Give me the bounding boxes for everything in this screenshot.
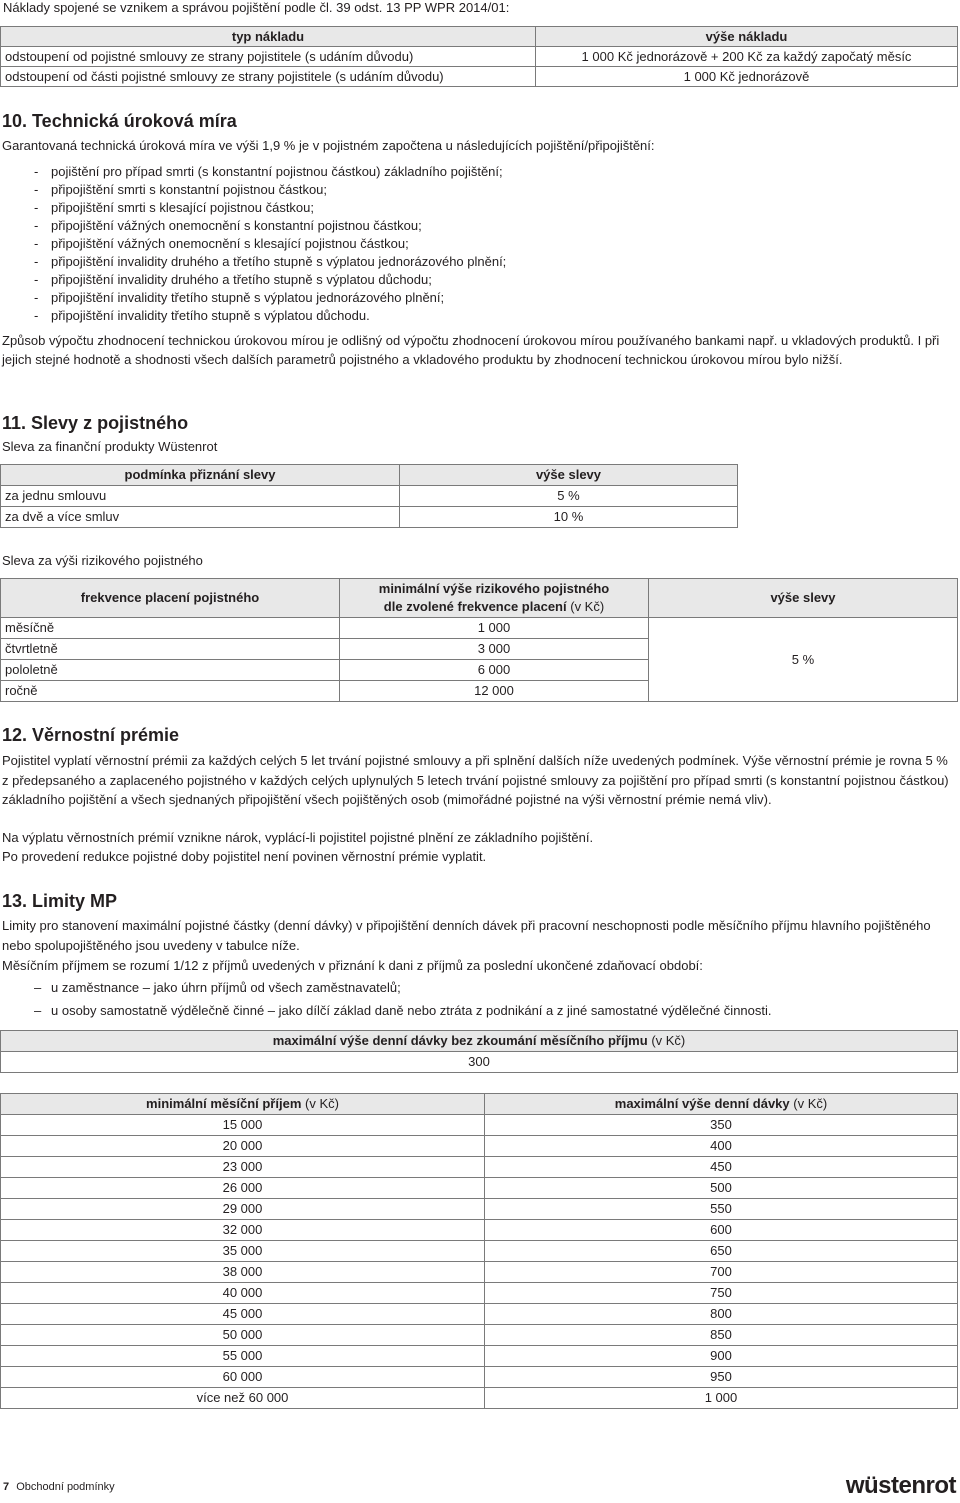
list-item: - připojištění invalidity druhého a třetího stupně s výplatou jednorázového plnění;: [34, 253, 506, 271]
table-row: [1, 618, 958, 639]
table-row: [1, 1157, 958, 1178]
cost-amount-cell: 1 000 Kč jednorázově + 200 Kč za každý započatý měsíc: [536, 47, 958, 67]
max-benefit-cell: 800: [485, 1304, 958, 1325]
product-discount-table: [0, 464, 738, 528]
list-item: - připojištění invalidity druhého a třetího stupně s výplatou důchodu;: [34, 271, 506, 289]
cost-type-cell: odstoupení od části pojistné smlouvy ze strany pojistitele (s udáním důvodu): [1, 67, 536, 87]
section-13-p1: Limity pro stanovení maximální pojistné částky (denní dávky) v připojištění denních dávek při pracovní neschopnosti podle měsíčního příjmu hlavního pojištěného nebo spolupojištěného jsou uvedeny v tabulce níže.: [2, 918, 931, 953]
min-income-cell: 26 000: [1, 1178, 485, 1199]
min-income-header: [1, 1094, 485, 1115]
page-footer: [3, 1480, 115, 1495]
min-income-cell: 20 000: [1, 1136, 485, 1157]
section-12-p3: Po provedení redukce pojistné doby pojistitel není povinen věrnostní prémie vyplatit.: [2, 849, 487, 864]
table-row: [1, 1283, 958, 1304]
frequency-cell: měsíčně: [1, 618, 340, 639]
max-daily-benefit-value: 300: [1, 1052, 958, 1073]
table-row: [1, 1262, 958, 1283]
section-13-p2: Měsíčním příjmem se rozumí 1/12 z příjmů uvedených v přiznání k dani z příjmů za poslední ukončené zdaňovací období:: [2, 958, 703, 973]
table-row: [1, 1367, 958, 1388]
max-benefit-cell: 700: [485, 1262, 958, 1283]
wustenrot-logo: wüstenrot: [845, 1472, 956, 1499]
list-item: - připojištění smrti s konstantní pojistnou částkou;: [34, 181, 506, 199]
intro-text: Náklady spojené se vznikem a správou pojištění podle čl. 39 odst. 13 PP WPR 2014/01:: [3, 0, 510, 15]
min-income-cell: 40 000: [1, 1283, 485, 1304]
min-income-cell: více než 60 000: [1, 1388, 485, 1409]
table-row: [1, 1346, 958, 1367]
min-income-cell: 29 000: [1, 1199, 485, 1220]
min-income-cell: 15 000: [1, 1115, 485, 1136]
list-item: - připojištění vážných onemocnění s klesající pojistnou částkou;: [34, 235, 506, 253]
table-row: [1, 1115, 958, 1136]
max-benefit-cell: 500: [485, 1178, 958, 1199]
section-12-p2: Na výplatu věrnostních prémií vznikne nárok, vyplácí-li pojistitel pojistné plnění ze základního pojištění.: [2, 830, 594, 845]
section-11-title: 11. Slevy z pojistného: [2, 413, 189, 433]
list-item: - připojištění vážných onemocnění s konstantní pojistnou částkou;: [34, 217, 506, 235]
section-12-p1: Pojistitel vyplatí věrnostní prémii za každých celých 5 let trvání pojistné smlouvy a při splnění dalších níže uvedených podmínek. Výše věrnostní prémie je rovna 5 % z předepsaného a zaplaceného pojistného v každých celých uplynulých 5 letech trvání pojistné smlouvy za pojištění pro případ smrti (s konstantní pojistnou částkou) základního pojištění a všech sjednaných připojištění všech pojištěných osob (mimořádné pojistné na výši věrnostní prémie nemá vliv).: [2, 753, 949, 807]
max-benefit-cell: 750: [485, 1283, 958, 1304]
max-daily-benefit-header-text: maximální výše denní dávky bez zkoumání měsíčního příjmu: [272, 1033, 648, 1048]
table-row: [1, 47, 958, 67]
min-premium-cell: 3 000: [340, 639, 649, 660]
discount-cell: 5 %: [400, 486, 738, 507]
cost-header-amount: výše nákladu: [536, 27, 958, 47]
section-11-sub1: Sleva za finanční produkty Wüstenrot: [2, 439, 218, 454]
list-item: - připojištění invalidity třetího stupně s výplatou důchodu.: [34, 307, 506, 325]
risk-discount-cell: 5 %: [649, 618, 958, 702]
cost-table: [0, 26, 958, 87]
min-premium-header-line1: minimální výše rizikového pojistného: [378, 581, 610, 596]
max-daily-benefit-table: [0, 1030, 958, 1073]
table-row: [1, 1388, 958, 1409]
min-income-header-text: minimální měsíční příjem: [146, 1096, 302, 1111]
section-10-title: 10. Technická úroková míra: [2, 111, 237, 131]
list-item: – u zaměstnance – jako úhrn příjmů od všech zaměstnavatelů;: [34, 976, 772, 999]
frequency-cell: pololetně: [1, 660, 340, 681]
frequency-header: frekvence placení pojistného: [1, 579, 340, 618]
table-row: [1, 486, 738, 507]
table-row: [1, 507, 738, 528]
max-benefit-cell: 950: [485, 1367, 958, 1388]
min-income-cell: 32 000: [1, 1220, 485, 1241]
table-row: [1, 1052, 958, 1073]
cost-type-cell: odstoupení od pojistné smlouvy ze strany pojistitele (s udáním důvodu): [1, 47, 536, 67]
list-item: – u osoby samostatně výdělečně činné – jako dílčí základ daně nebo ztráta z podnikání a z jiné samostatné výdělečné činnosti.: [34, 999, 772, 1022]
cost-amount-cell: 1 000 Kč jednorázově: [536, 67, 958, 87]
max-benefit-header: [485, 1094, 958, 1115]
table-row: [1, 1136, 958, 1157]
section-10-outro: Způsob výpočtu zhodnocení technickou úrokovou mírou je odlišný od výpočtu zhodnocení úrokovou mírou používaného bankami např. u vkladových produktů. I při jejich stejné hodnotě a shodnosti všech dalších parametrů pojistného a vkladového produktu by zhodnocení technickou úrokovou mírou bylo nižší.: [2, 333, 940, 367]
max-benefit-header-text: maximální výše denní dávky: [614, 1096, 790, 1111]
max-benefit-cell: 400: [485, 1136, 958, 1157]
min-income-cell: 23 000: [1, 1157, 485, 1178]
income-limits-table: [0, 1093, 958, 1409]
section-13-list: [34, 976, 772, 1022]
min-income-cell: 50 000: [1, 1325, 485, 1346]
max-benefit-cell: 450: [485, 1157, 958, 1178]
income-limits-body: [1, 1115, 958, 1409]
max-benefit-cell: 900: [485, 1346, 958, 1367]
max-benefit-cell: 600: [485, 1220, 958, 1241]
min-income-cell: 55 000: [1, 1346, 485, 1367]
table-row: [1, 67, 958, 87]
max-benefit-cell: 1 000: [485, 1388, 958, 1409]
max-benefit-cell: 550: [485, 1199, 958, 1220]
min-premium-cell: 6 000: [340, 660, 649, 681]
section-10-intro: Garantovaná technická úroková míra ve výši 1,9 % je v pojistném započtena u následujících pojištění/připojištění:: [2, 138, 655, 153]
discount-header: výše slevy: [400, 465, 738, 486]
min-premium-cell: 1 000: [340, 618, 649, 639]
risk-discount-header: výše slevy: [649, 579, 958, 618]
section-13-title: 13. Limity MP: [2, 891, 118, 911]
table-row: [1, 1325, 958, 1346]
section-10-list: [34, 163, 506, 325]
table-row: [1, 1178, 958, 1199]
discount-cell: 10 %: [400, 507, 738, 528]
min-premium-cell: 12 000: [340, 681, 649, 702]
condition-header: podmínka přiznání slevy: [1, 465, 400, 486]
max-benefit-cell: 650: [485, 1241, 958, 1262]
max-benefit-cell: 350: [485, 1115, 958, 1136]
frequency-cell: čtvrtletně: [1, 639, 340, 660]
min-premium-header-line2: dle zvolené frekvence placení: [383, 599, 567, 614]
section-11-sub2: Sleva za výši rizikového pojistného: [2, 553, 203, 568]
page-number: 7: [3, 1481, 10, 1493]
min-income-header-unit: (v Kč): [305, 1096, 339, 1111]
min-premium-header-unit: (v Kč): [570, 599, 605, 614]
condition-cell: za dvě a více smluv: [1, 507, 400, 528]
section-12-title: 12. Věrnostní prémie: [2, 725, 180, 745]
list-item: - připojištění smrti s klesající pojistnou částkou;: [34, 199, 506, 217]
cost-header-type: typ nákladu: [1, 27, 536, 47]
min-income-cell: 60 000: [1, 1367, 485, 1388]
risk-discount-table: [0, 578, 958, 702]
max-benefit-header-unit: (v Kč): [793, 1096, 828, 1111]
min-income-cell: 45 000: [1, 1304, 485, 1325]
condition-cell: za jednu smlouvu: [1, 486, 400, 507]
footer-label: Obchodní podmínky: [16, 1481, 115, 1493]
min-income-cell: 38 000: [1, 1262, 485, 1283]
table-row: [1, 1199, 958, 1220]
table-row: [1, 1220, 958, 1241]
max-daily-benefit-header: [1, 1031, 958, 1052]
list-item: - připojištění invalidity třetího stupně s výplatou jednorázového plnění;: [34, 289, 506, 307]
min-premium-header: [340, 579, 649, 618]
table-row: [1, 1241, 958, 1262]
list-item: - pojištění pro případ smrti (s konstantní pojistnou částkou) základního pojištění;: [34, 163, 506, 181]
min-income-cell: 35 000: [1, 1241, 485, 1262]
max-daily-benefit-header-unit: (v Kč): [651, 1033, 686, 1048]
table-row: [1, 1304, 958, 1325]
frequency-cell: ročně: [1, 681, 340, 702]
max-benefit-cell: 850: [485, 1325, 958, 1346]
